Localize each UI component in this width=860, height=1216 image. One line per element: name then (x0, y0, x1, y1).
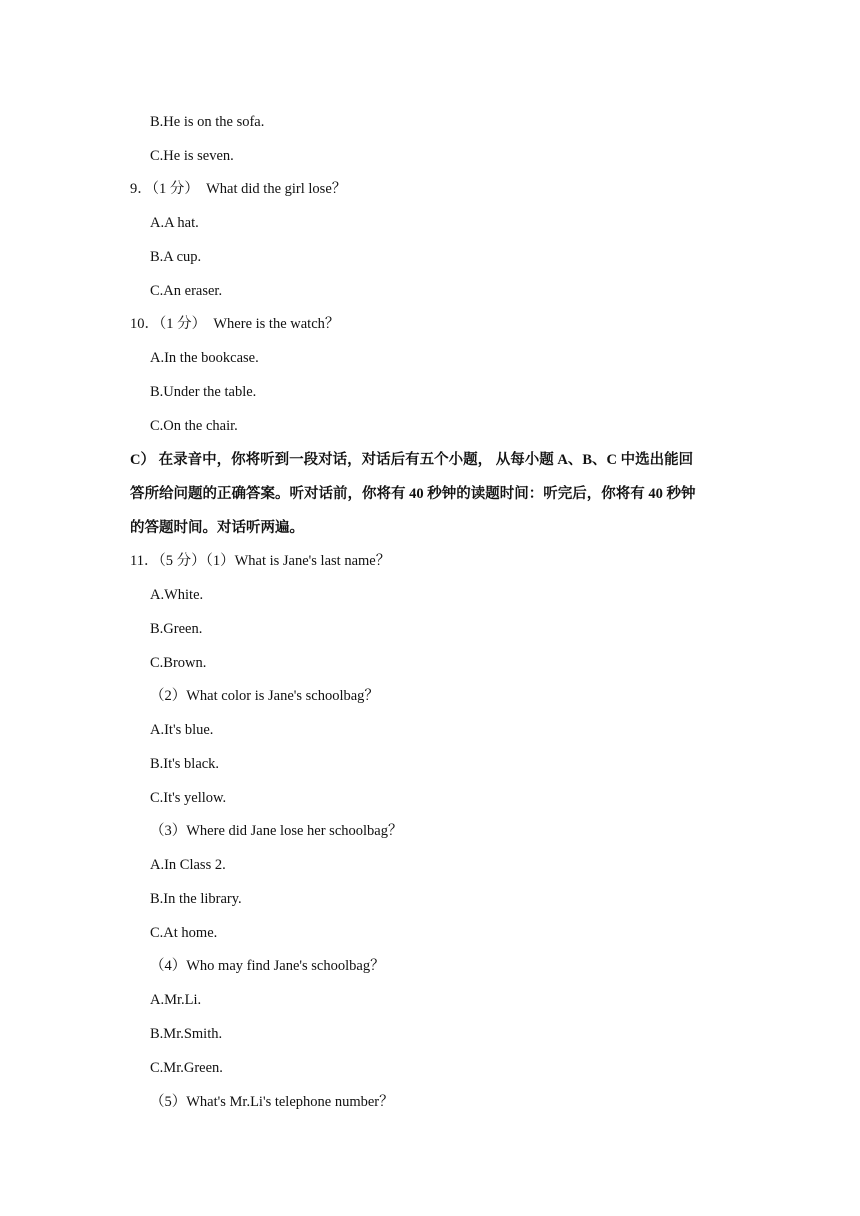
q11-sub1-option-a: A.White. (150, 587, 204, 603)
q11-score: （5 分） (158, 553, 206, 569)
q8-option-b: B.He is on the sofa. (150, 114, 265, 130)
q11-sub4-label: （4） (150, 958, 187, 974)
q11-sub4-option-a: A.Mr.Li. (150, 992, 202, 1008)
q10-number: 10． (130, 316, 159, 332)
section-c-line-3: 的答题时间。对话听两遍。 (130, 520, 304, 536)
q9-score: （1 分） (151, 181, 199, 197)
q10-option-b: B.Under the table. (150, 384, 257, 400)
q11-sub3-label: （3） (150, 823, 187, 839)
q9-number: 9． (130, 181, 152, 197)
section-c-line-1: C） 在录音中，你将听到一段对话，对话后有五个小题， 从每小题 A、B、C 中选出能回 (130, 452, 694, 468)
q11-sub2-label: （2） (150, 688, 187, 704)
q11-sub3-option-c: C.At home. (150, 925, 218, 941)
q11-sub1-label: （1） (205, 553, 235, 569)
q10-score: （1 分） (159, 316, 207, 332)
q11-sub5-stem (150, 1092, 394, 1112)
q11-sub1-option-c: C.Brown. (150, 655, 207, 671)
section-c-instructions (130, 443, 730, 545)
q10-text: Where is the watch？ (213, 316, 340, 332)
q11-sub2-option-c: C.It's yellow. (150, 790, 227, 806)
q11-number: 11． (130, 553, 159, 569)
q11-sub4-stem (150, 956, 385, 976)
q11-sub3-option-a: A.In Class 2. (150, 857, 226, 873)
q11-stem (130, 551, 390, 571)
q11-sub2-stem (150, 686, 379, 706)
q11-sub4-option-c: C.Mr.Green. (150, 1060, 223, 1076)
q11-sub2-text: What color is Jane's schoolbag？ (186, 688, 379, 704)
q11-sub2-option-a: A.It's blue. (150, 722, 214, 738)
q8-option-c: C.He is seven. (150, 148, 234, 164)
q9-text: What did the girl lose？ (206, 181, 347, 197)
q9-option-c: C.An eraser. (150, 283, 223, 299)
q11-sub5-label: （5） (150, 1094, 187, 1110)
q11-sub4-option-b: B.Mr.Smith. (150, 1026, 223, 1042)
q11-sub4-text: Who may find Jane's schoolbag？ (186, 958, 385, 974)
q9-option-b: B.A cup. (150, 249, 202, 265)
q10-option-c: C.On the chair. (150, 418, 238, 434)
section-c-line-2: 答所给问题的正确答案。听对话前，你将有 40 秒钟的读题时间：听完后，你将有 40 秒钟 (130, 486, 696, 502)
q11-sub3-option-b: B.In the library. (150, 891, 242, 907)
q10-option-a: A.In the bookcase. (150, 350, 259, 366)
q11-sub1-text: What is Jane's last name？ (234, 553, 391, 569)
q11-sub5-text: What's Mr.Li's telephone number？ (186, 1094, 394, 1110)
q11-sub1-option-b: B.Green. (150, 621, 203, 637)
q11-sub2-option-b: B.It's black. (150, 756, 220, 772)
q11-sub3-text: Where did Jane lose her schoolbag？ (186, 823, 403, 839)
q11-sub3-stem (150, 821, 402, 841)
q9-option-a: A.A hat. (150, 215, 199, 231)
q9-stem (130, 179, 346, 199)
q10-stem (130, 314, 339, 334)
